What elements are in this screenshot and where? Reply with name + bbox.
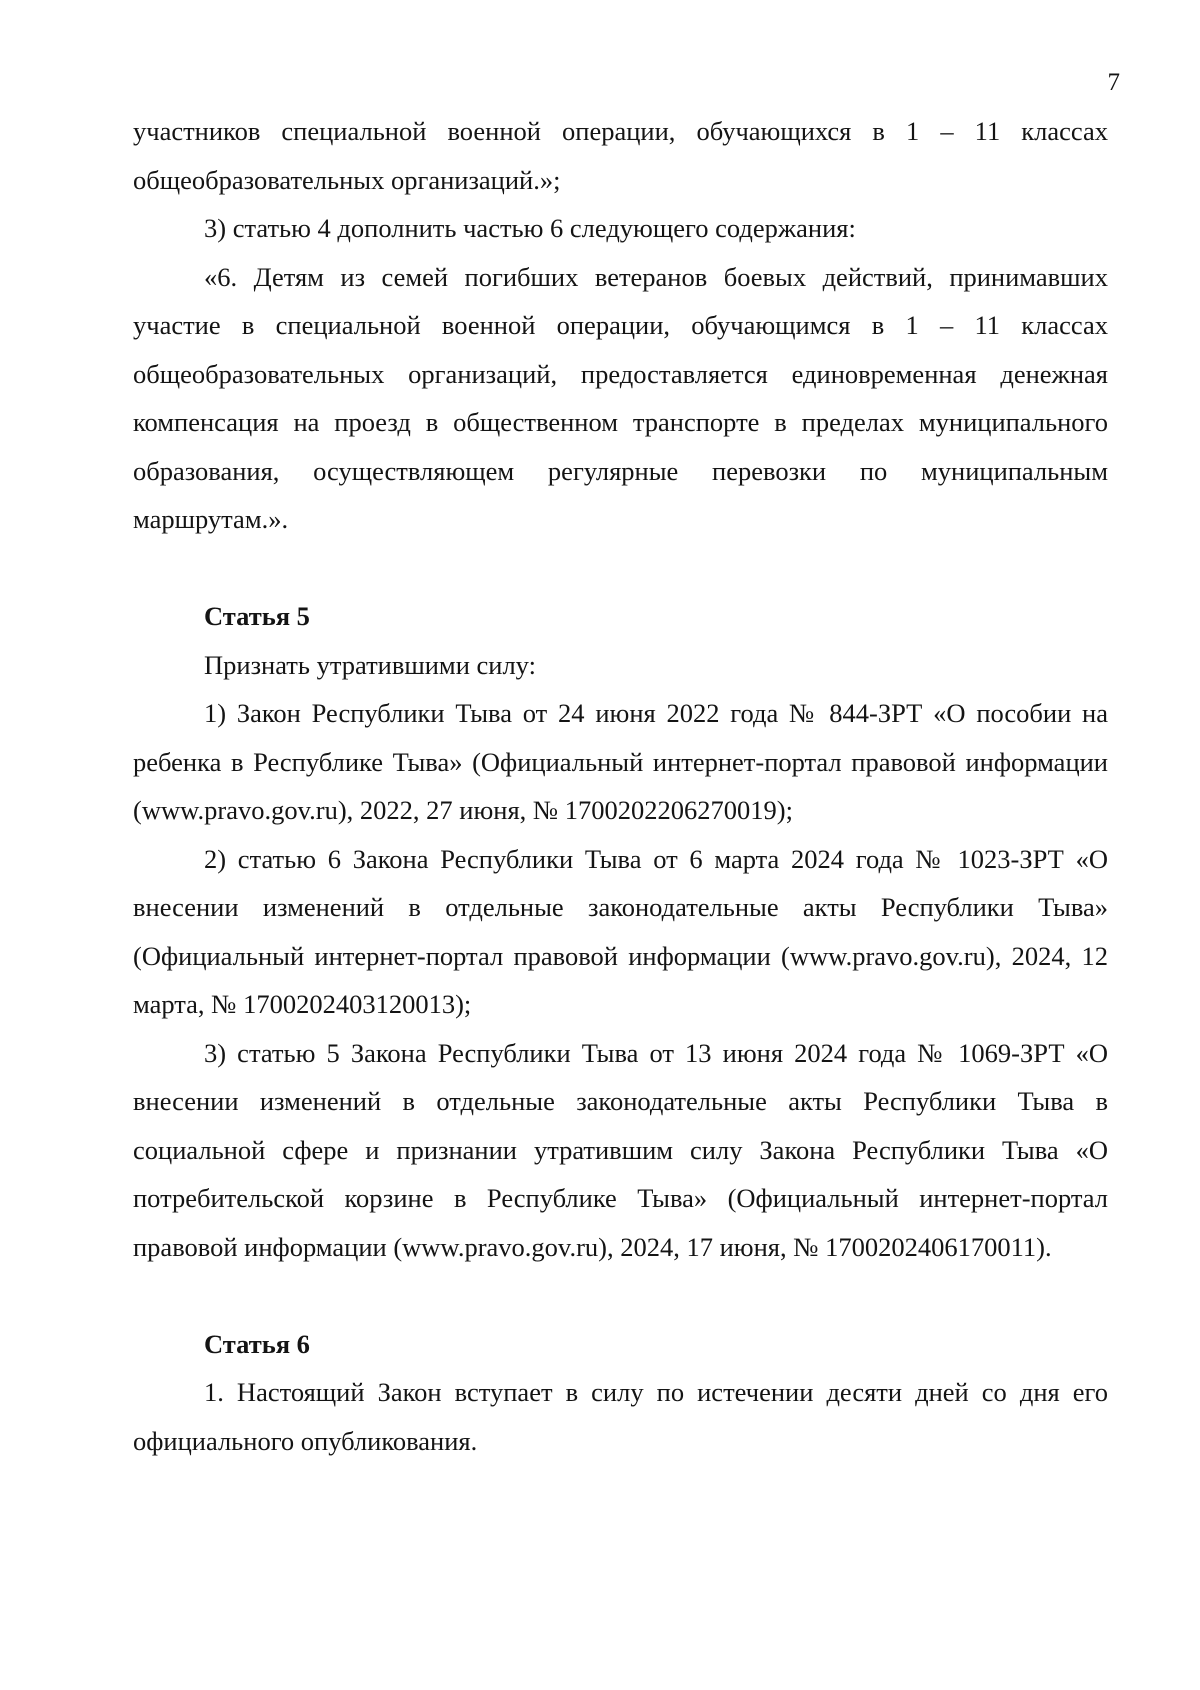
- paragraph-repeal-item-2: 2) статью 6 Закона Республики Тыва от 6 марта 2024 года № 1023-ЗРТ «О внесении изменений в отдельные законодательные акты Республики Тыва» (Официальный интернет-портал правовой информации (www.pravo.gov.ru), 2024, 12 марта, № 1700202403120013);: [133, 843, 1108, 1019]
- paragraph-repeal-item-1: 1) Закон Республики Тыва от 24 июня 2022 года № 844-ЗРТ «О пособии на ребенка в Республике Тыва» (Официальный интернет-портал правовой информации (www.pravo.gov.ru), 2022, 27 июня, № 1700202206270019);: [133, 698, 1108, 825]
- page-number: 7: [1107, 69, 1120, 96]
- paragraph-part-6: «6. Детям из семей погибших ветеранов боевых действий, принимавших участие в специальной военной операции, обучающимся в 1 – 11 классах общеобразовательных организаций, предоставляется единовременная денежная компенсация на проезд в общественном транспорте в пределах муниципального образования, осуществляющем регулярные перевозки по муниципальным маршрутам.».: [133, 261, 1108, 534]
- section-spacer: [133, 1271, 1108, 1320]
- article-5-heading: Статья 5: [204, 601, 310, 631]
- paragraph-continuation: участников специальной военной операции, обучающихся в 1 – 11 классах общеобразовательных организаций.»;: [133, 116, 1108, 195]
- paragraph-item-3: 3) статью 4 дополнить частью 6 следующего содержания:: [204, 213, 856, 243]
- paragraph-repeal-item-3: 3) статью 5 Закона Республики Тыва от 13 июня 2024 года № 1069-ЗРТ «О внесении изменений в отдельные законодательные акты Республики Тыва в социальной сфере и признании утратившим силу Закона Республики Тыва «О потребительской корзине в Республике Тыва» (Официальный интернет-портал правовой информации (www.pravo.gov.ru), 2024, 17 июня, № 1700202406170011).: [133, 1037, 1108, 1262]
- section-spacer: [133, 544, 1108, 593]
- document-body: [133, 107, 1108, 1465]
- paragraph-entry-into-force: 1. Настоящий Закон вступает в силу по истечении десяти дней со дня его официального опубликования.: [133, 1377, 1108, 1456]
- paragraph-repeal-intro: Признать утратившими силу:: [204, 649, 536, 680]
- article-6-heading: Статья 6: [204, 1328, 310, 1359]
